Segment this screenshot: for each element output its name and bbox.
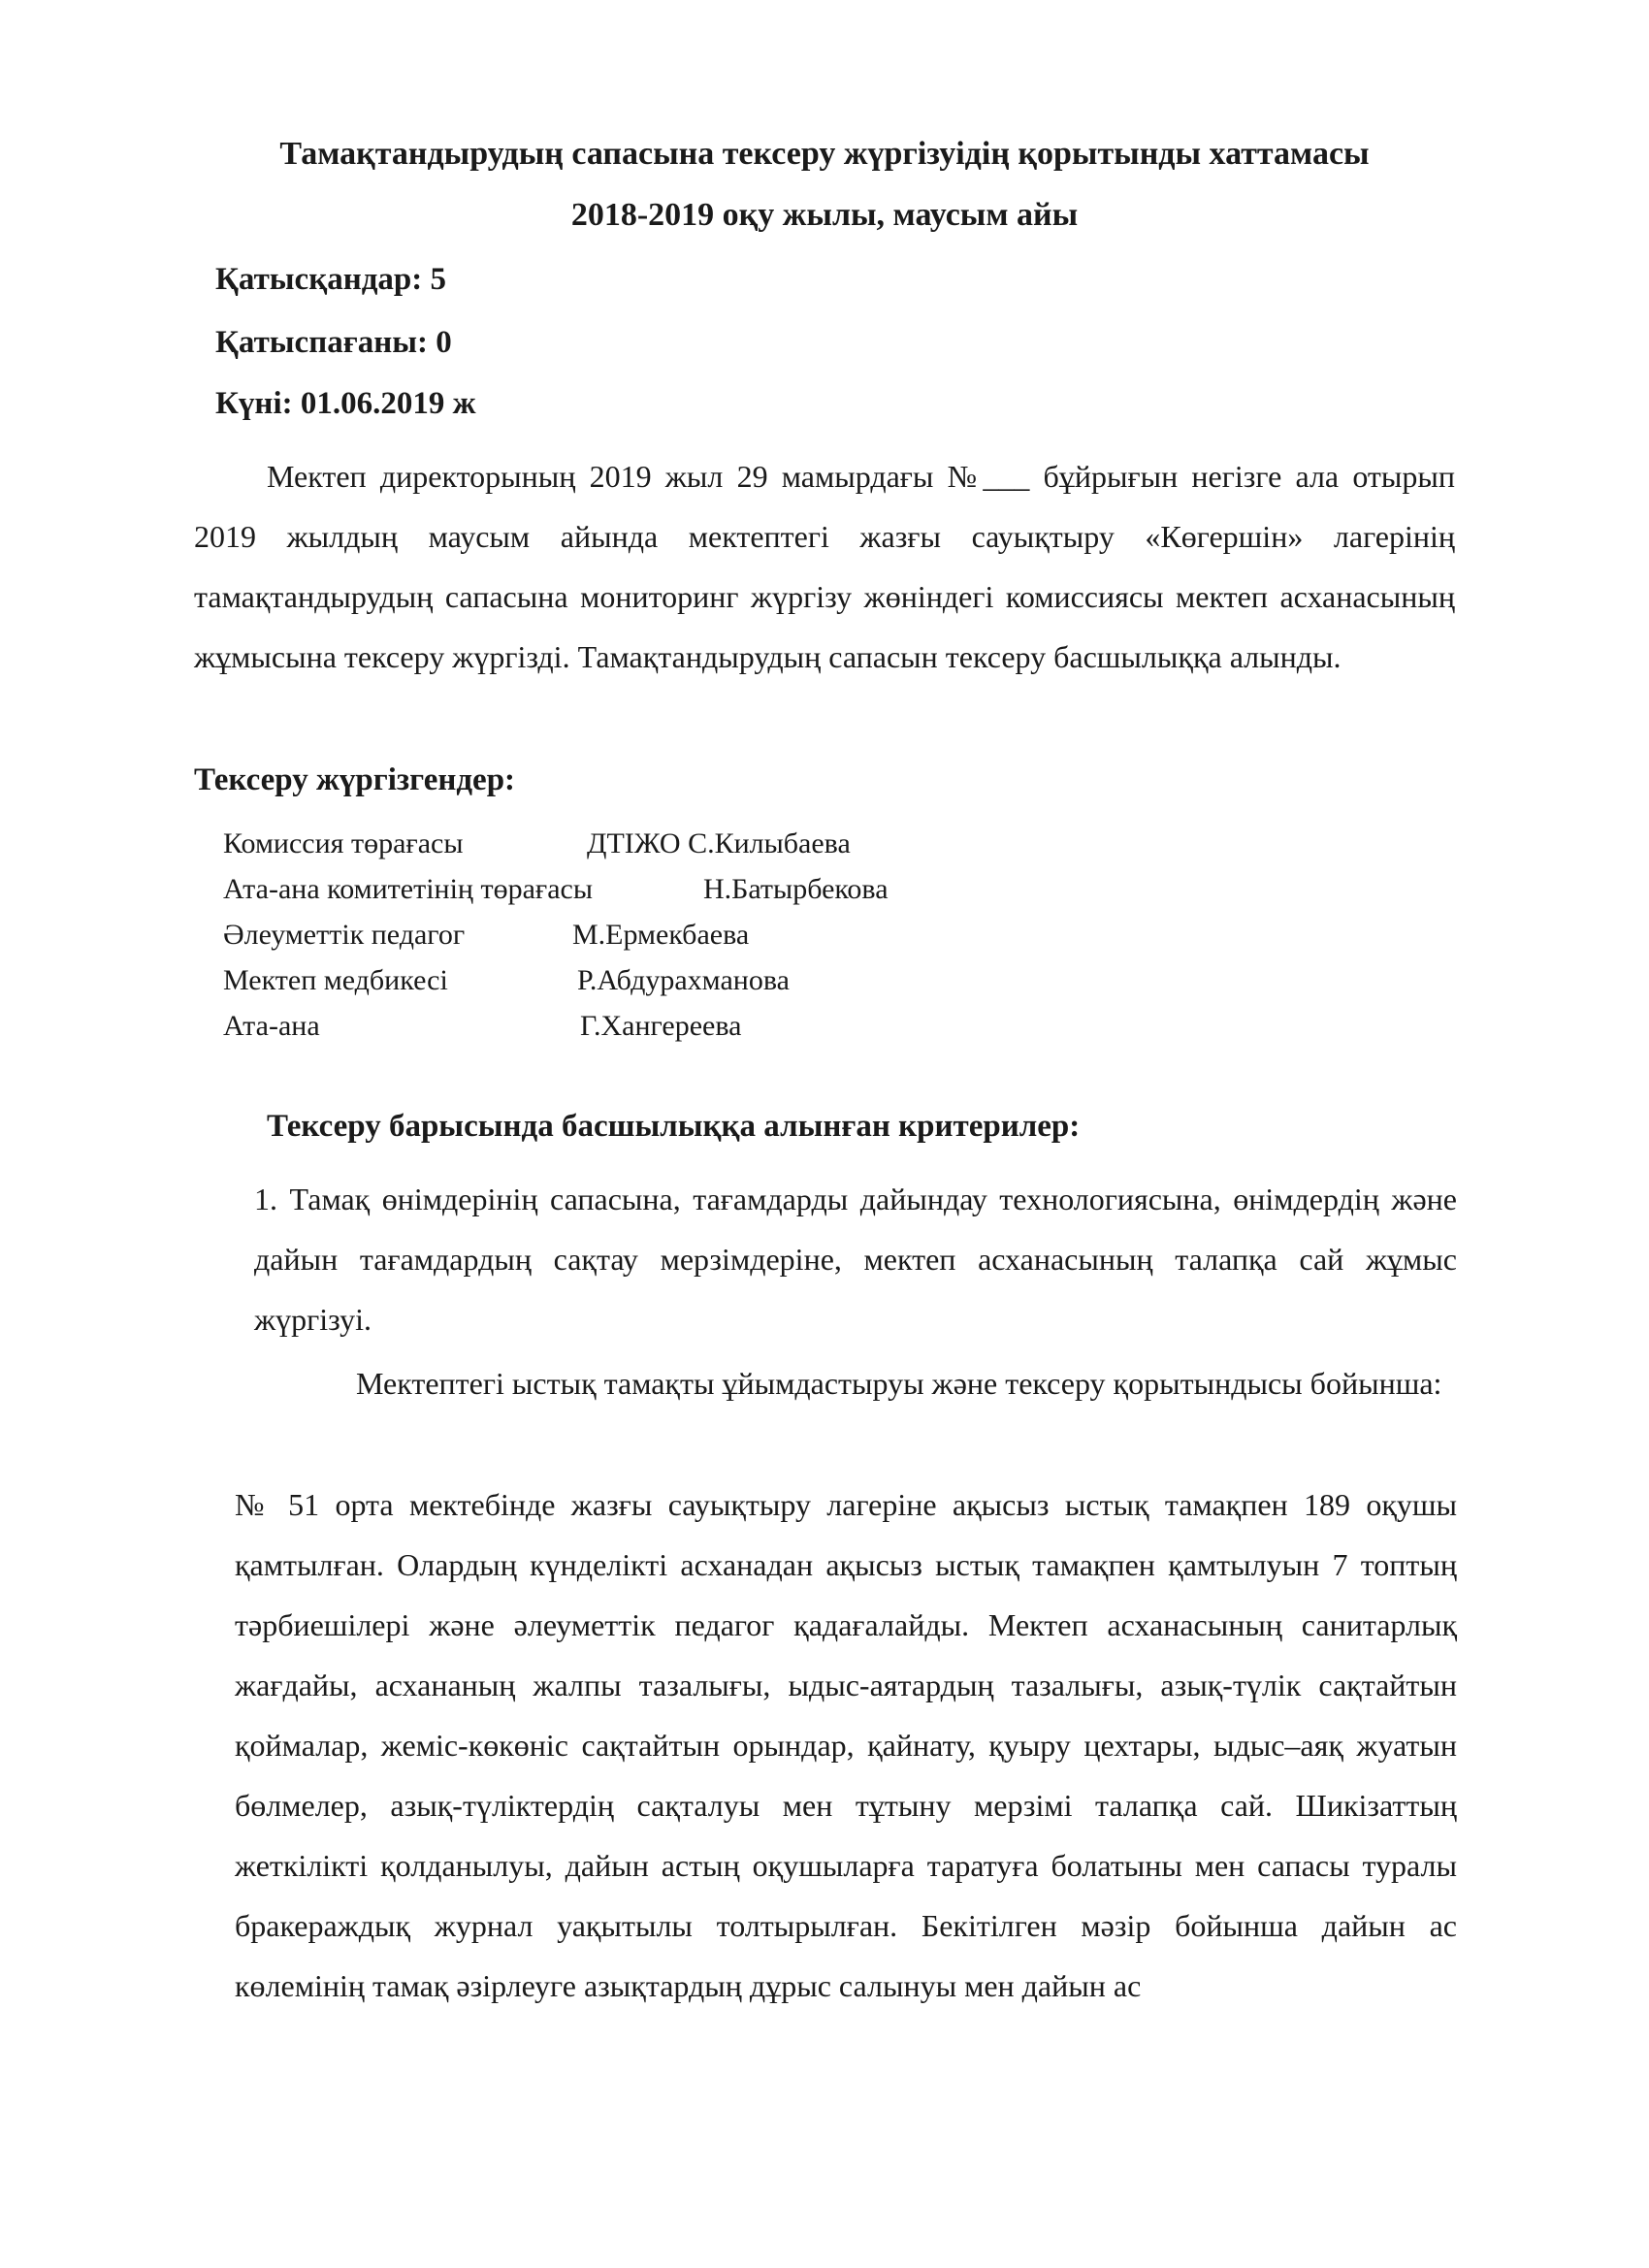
inspectors-heading: Тексеру жүргізгендер: xyxy=(194,762,516,797)
criteria-heading: Тексеру барысында басшылыққа алынған критерилер: xyxy=(267,1109,1081,1144)
inspector-role: Ата-ана комитетінің төрағасы xyxy=(223,873,593,905)
inspector-role: Әлеуметтік педагог xyxy=(223,919,466,951)
inspector-name: М.Ермекбаева xyxy=(572,919,750,951)
inspector-name: ДТІЖО С.Килыбаева xyxy=(587,827,851,859)
document-date: Күні: 01.06.2019 ж xyxy=(215,386,476,421)
results-intro: Мектептегі ыстық тамақты ұйымдастыруы және тексеру қорытындысы бойынша: xyxy=(356,1366,1442,1401)
document-title: Тамақтандырудың сапасына тексеру жүргізуідің қорытынды хаттамасы xyxy=(279,136,1370,172)
criteria-item: 1. Тамақ өнімдерінің сапасына, тағамдарды дайындау технологиясына, өнімдердің және дайын тағамдардың сақтау мерзімдеріне, мектеп асханасының талапқа сай жұмыс жүргізуі. xyxy=(254,1182,1457,1337)
results-body: № 51 орта мектебінде жазғы сауықтыру лагеріне ақысыз ыстық тамақпен 189 оқушы қамтылған. Олардың күнделікті асханадан ақысыз ыстық тамақпен қамтылуын 7 топтың тәрбиешілері және әлеуметтік педагог қадағалайды. Мектеп асханасының санитарлық жағдайы, асхананың жалпы тазалығы, ыдыс-аятардың тазалығы, азық-түлік сақтайтын қоймалар, жеміс-көкөніс сақтайтын орындар, қайнату, қуыру цехтары, ыдыс–аяқ жуатын бөлмелер, азық-түліктердің сақталуы мен тұтыну мерзімі талапқа сай. Шикізаттың жеткілікті қолданылуы, дайын астың оқушыларға таратуға болатыны мен сапасы туралы бракераждық журнал уақытылы толтырылған. Бекітілген мәзір бойынша дайын ас көлемінің тамақ әзірлеуге азықтардың дұрыс салынуы мен дайын ас xyxy=(235,1487,1457,2003)
inspector-name: Г.Хангереева xyxy=(580,1010,742,1042)
inspector-name: Н.Батырбекова xyxy=(703,873,889,905)
document-subtitle: 2018-2019 оқу жылы, маусым айы xyxy=(570,197,1079,233)
absent-count: Қатыспағаны: 0 xyxy=(215,325,452,360)
participants-count: Қатысқандар: 5 xyxy=(215,262,447,297)
inspector-name: Р.Абдурахманова xyxy=(577,964,790,996)
inspector-role: Мектеп медбикесі xyxy=(223,964,448,996)
inspector-role: Комиссия төрағасы xyxy=(223,827,464,859)
intro-paragraph: Мектеп директорының 2019 жыл 29 мамырдағы №___ бұйрығын негізге ала отырып 2019 жылдың маусым айында мектептегі жазғы сауықтыру «Көгершін» лагерінің тамақтандырудың сапасына мониторинг жүргізу жөніндегі комиссиясы мектеп асханасының жұмысына тексеру жүргізді. Тамақтандырудың сапасын тексеру басшылыққа алынды. xyxy=(194,459,1455,674)
inspector-role: Ата-ана xyxy=(223,1010,320,1042)
